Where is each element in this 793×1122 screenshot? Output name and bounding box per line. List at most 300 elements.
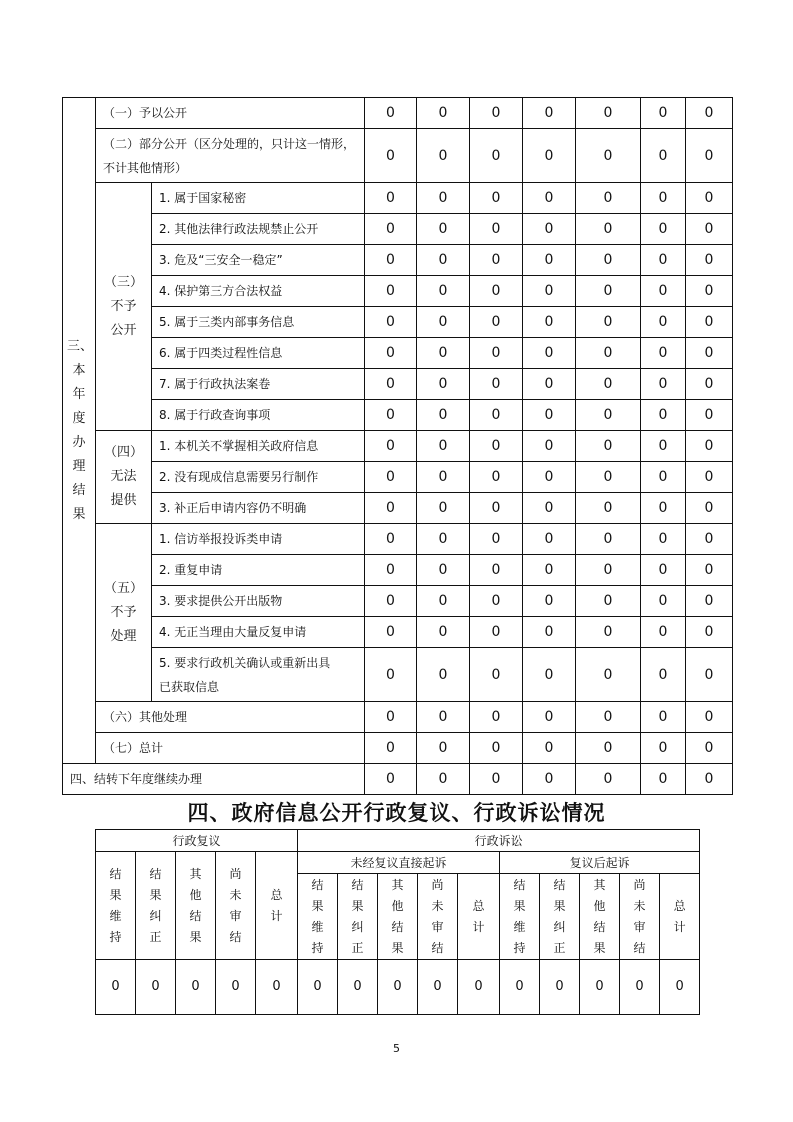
header-char: 尚 <box>633 877 646 892</box>
value-cell: 0 <box>417 524 470 555</box>
header-char: 审 <box>431 919 444 934</box>
table-row <box>63 183 733 214</box>
value-cell: 0 <box>417 98 470 129</box>
table-row <box>63 307 733 338</box>
row-label: （七）总计 <box>96 733 365 764</box>
value-cell: 0 <box>96 960 136 1015</box>
value-cell: 0 <box>470 431 523 462</box>
value-cell: 0 <box>417 733 470 764</box>
direct-suit-header: 未经复议直接起诉 <box>298 852 500 874</box>
value-cell: 0 <box>686 648 733 702</box>
table-row <box>63 493 733 524</box>
table-row <box>63 338 733 369</box>
value-cell: 0 <box>417 129 470 183</box>
value-cell: 0 <box>620 960 660 1015</box>
value-cell: 0 <box>523 214 576 245</box>
label-line: 度办 <box>72 410 86 450</box>
column-header <box>620 874 660 960</box>
value-cell: 0 <box>686 702 733 733</box>
value-cell: 0 <box>470 586 523 617</box>
litigation-header: 行政诉讼 <box>298 830 700 852</box>
header-char: 果 <box>391 940 404 955</box>
value-cell: 0 <box>576 129 641 183</box>
value-cell: 0 <box>523 524 576 555</box>
value-cell: 0 <box>470 338 523 369</box>
table-row <box>63 276 733 307</box>
value-cell: 0 <box>641 400 686 431</box>
value-cell: 0 <box>523 555 576 586</box>
value-cell: 0 <box>576 524 641 555</box>
row-label: 7. 属于行政执法案卷 <box>152 369 365 400</box>
row-label: 2. 没有现成信息需要另行制作 <box>152 462 365 493</box>
value-cell: 0 <box>256 960 298 1015</box>
after-review-header: 复议后起诉 <box>500 852 700 874</box>
column-header <box>458 874 500 960</box>
table-row <box>63 400 733 431</box>
column-header <box>298 874 338 960</box>
header-char: 审 <box>633 919 646 934</box>
row-label: 1. 属于国家秘密 <box>152 183 365 214</box>
value-cell: 0 <box>470 648 523 702</box>
value-cell: 0 <box>580 960 620 1015</box>
value-cell: 0 <box>417 245 470 276</box>
row-label: 2. 重复申请 <box>152 555 365 586</box>
value-cell: 0 <box>417 431 470 462</box>
header-char: 果 <box>351 898 364 913</box>
value-cell: 0 <box>641 214 686 245</box>
value-cell: 0 <box>686 338 733 369</box>
value-cell: 0 <box>641 586 686 617</box>
label-line: 不予 <box>110 604 137 620</box>
table-row <box>63 555 733 586</box>
value-cell: 0 <box>686 555 733 586</box>
value-cell: 0 <box>641 493 686 524</box>
page-number: 5 <box>393 1042 400 1055</box>
header-char: 总 <box>270 887 283 902</box>
value-cell: 0 <box>470 400 523 431</box>
label-line: 理结 <box>72 458 86 498</box>
column-header <box>338 874 378 960</box>
label-line: 无法 <box>110 469 137 484</box>
value-cell: 0 <box>523 431 576 462</box>
label-line: （二）部分公开（区分处理的，只计这一情形， <box>103 136 356 151</box>
header-char: 持 <box>513 940 526 955</box>
value-cell: 0 <box>641 98 686 129</box>
value-cell: 0 <box>523 702 576 733</box>
value-cell: 0 <box>523 129 576 183</box>
value-cell: 0 <box>417 369 470 400</box>
value-cell: 0 <box>523 462 576 493</box>
header-char: 纠 <box>149 908 162 923</box>
value-cell: 0 <box>641 307 686 338</box>
row-label: （六）其他处理 <box>96 702 365 733</box>
table-row <box>63 98 733 129</box>
value-cell: 0 <box>576 245 641 276</box>
group4-label <box>96 431 152 524</box>
label-line: 三、 <box>67 338 94 354</box>
label-line: （四） <box>103 445 143 460</box>
label-line: 处理 <box>110 628 137 644</box>
header-char: 结 <box>149 866 162 881</box>
value-cell: 0 <box>576 214 641 245</box>
header-char: 结 <box>311 877 324 892</box>
value-cell: 0 <box>686 307 733 338</box>
value-cell: 0 <box>576 462 641 493</box>
value-cell: 0 <box>470 524 523 555</box>
value-cell: 0 <box>176 960 216 1015</box>
value-cell: 0 <box>686 431 733 462</box>
value-cell: 0 <box>686 733 733 764</box>
value-cell: 0 <box>365 129 417 183</box>
value-cell: 0 <box>417 183 470 214</box>
value-cell: 0 <box>417 648 470 702</box>
table-row <box>63 524 733 555</box>
value-cell: 0 <box>365 764 417 795</box>
header-char: 尚 <box>229 866 242 881</box>
value-cell: 0 <box>470 369 523 400</box>
header-char: 未 <box>633 898 646 913</box>
row-label <box>96 129 365 183</box>
value-cell: 0 <box>365 307 417 338</box>
header-char: 总 <box>673 898 686 913</box>
value-cell: 0 <box>417 617 470 648</box>
value-cell: 0 <box>576 648 641 702</box>
carryover-label: 四、结转下年度继续办理 <box>63 764 365 795</box>
table-row <box>63 369 733 400</box>
header-char: 他 <box>189 887 202 902</box>
value-cell: 0 <box>365 617 417 648</box>
value-cell: 0 <box>641 764 686 795</box>
table-row <box>63 764 733 795</box>
header-char: 正 <box>553 940 566 955</box>
label-line: 果 <box>72 506 86 522</box>
table-row <box>63 431 733 462</box>
table-row <box>96 852 700 874</box>
label-line: 本年 <box>72 362 86 402</box>
value-cell: 0 <box>365 276 417 307</box>
section-heading: 四、政府信息公开行政复议、行政诉讼情况 <box>187 801 606 825</box>
value-cell: 0 <box>417 764 470 795</box>
value-cell: 0 <box>458 960 500 1015</box>
header-char: 未 <box>431 898 444 913</box>
value-cell: 0 <box>523 617 576 648</box>
value-cell: 0 <box>417 462 470 493</box>
value-cell: 0 <box>470 276 523 307</box>
value-cell: 0 <box>470 493 523 524</box>
value-cell: 0 <box>641 276 686 307</box>
value-cell: 0 <box>686 493 733 524</box>
row-label: 5. 属于三类内部事务信息 <box>152 307 365 338</box>
value-cell: 0 <box>365 338 417 369</box>
header-char: 其 <box>189 866 202 881</box>
value-cell: 0 <box>641 702 686 733</box>
row-label: 4. 无正当理由大量反复申请 <box>152 617 365 648</box>
column-header <box>580 874 620 960</box>
group3-label <box>96 183 152 431</box>
value-cell: 0 <box>641 648 686 702</box>
value-cell: 0 <box>686 183 733 214</box>
section3-label <box>63 98 96 764</box>
row-label: 2. 其他法律行政法规禁止公开 <box>152 214 365 245</box>
results-table <box>62 97 733 795</box>
header-char: 维 <box>311 919 324 934</box>
value-cell: 0 <box>365 431 417 462</box>
value-cell: 0 <box>641 431 686 462</box>
value-cell: 0 <box>378 960 418 1015</box>
value-cell: 0 <box>470 462 523 493</box>
value-cell: 0 <box>523 338 576 369</box>
value-cell: 0 <box>641 338 686 369</box>
row-label: 3. 危及“三安全一稳定” <box>152 245 365 276</box>
value-cell: 0 <box>523 183 576 214</box>
value-cell: 0 <box>365 555 417 586</box>
header-char: 计 <box>472 919 485 934</box>
value-cell: 0 <box>641 245 686 276</box>
value-cell: 0 <box>470 733 523 764</box>
value-cell: 0 <box>417 400 470 431</box>
value-cell: 0 <box>523 276 576 307</box>
table-row <box>96 830 700 852</box>
value-cell: 0 <box>576 431 641 462</box>
column-header <box>660 874 700 960</box>
column-header <box>136 852 176 960</box>
value-cell: 0 <box>523 245 576 276</box>
table-row <box>63 648 733 702</box>
value-cell: 0 <box>470 245 523 276</box>
row-label: 4. 保护第三方合法权益 <box>152 276 365 307</box>
header-char: 计 <box>270 908 283 923</box>
column-header <box>256 852 298 960</box>
value-cell: 0 <box>470 555 523 586</box>
header-char: 计 <box>673 919 686 934</box>
header-char: 他 <box>391 898 404 913</box>
table-row <box>63 129 733 183</box>
header-char: 果 <box>149 887 162 902</box>
value-cell: 0 <box>686 400 733 431</box>
value-cell: 0 <box>576 555 641 586</box>
value-cell: 0 <box>417 307 470 338</box>
value-cell: 0 <box>576 400 641 431</box>
value-cell: 0 <box>576 764 641 795</box>
header-char: 总 <box>472 898 485 913</box>
value-cell: 0 <box>365 214 417 245</box>
value-cell: 0 <box>576 493 641 524</box>
header-char: 其 <box>593 877 606 892</box>
value-cell: 0 <box>686 586 733 617</box>
table-row <box>63 245 733 276</box>
header-char: 持 <box>109 929 122 944</box>
header-char: 结 <box>553 877 566 892</box>
group5-label <box>96 524 152 702</box>
value-cell: 0 <box>417 586 470 617</box>
value-cell: 0 <box>417 276 470 307</box>
value-cell: 0 <box>686 617 733 648</box>
table-row <box>63 733 733 764</box>
header-char: 结 <box>431 940 444 955</box>
row-label <box>152 648 365 702</box>
table-row <box>63 462 733 493</box>
value-cell: 0 <box>523 98 576 129</box>
value-cell: 0 <box>576 183 641 214</box>
row-label: 8. 属于行政查询事项 <box>152 400 365 431</box>
table-row <box>63 586 733 617</box>
value-cell: 0 <box>365 524 417 555</box>
label-line: 已获取信息 <box>159 679 220 694</box>
header-char: 结 <box>109 866 122 881</box>
value-cell: 0 <box>417 214 470 245</box>
value-cell: 0 <box>641 555 686 586</box>
value-cell: 0 <box>523 586 576 617</box>
value-cell: 0 <box>417 493 470 524</box>
value-cell: 0 <box>641 129 686 183</box>
value-cell: 0 <box>576 617 641 648</box>
value-cell: 0 <box>365 648 417 702</box>
header-char: 纠 <box>351 919 364 934</box>
label-line: 5. 要求行政机关确认或重新出具 <box>159 655 331 670</box>
value-cell: 0 <box>365 245 417 276</box>
value-cell: 0 <box>540 960 580 1015</box>
value-cell: 0 <box>523 307 576 338</box>
header-char: 结 <box>229 929 242 944</box>
column-header <box>378 874 418 960</box>
value-cell: 0 <box>365 702 417 733</box>
value-cell: 0 <box>660 960 700 1015</box>
value-cell: 0 <box>576 733 641 764</box>
header-char: 果 <box>553 898 566 913</box>
label-line: （五） <box>103 580 143 596</box>
value-cell: 0 <box>417 702 470 733</box>
value-cell: 0 <box>523 493 576 524</box>
row-label: 3. 要求提供公开出版物 <box>152 586 365 617</box>
value-cell: 0 <box>365 183 417 214</box>
header-char: 果 <box>513 898 526 913</box>
label-line: 不计其他情形） <box>103 160 188 175</box>
header-char: 果 <box>593 940 606 955</box>
value-cell: 0 <box>576 307 641 338</box>
label-line: （三） <box>103 274 143 290</box>
value-cell: 0 <box>365 733 417 764</box>
value-cell: 0 <box>418 960 458 1015</box>
value-cell: 0 <box>470 764 523 795</box>
column-header <box>96 852 136 960</box>
header-char: 其 <box>391 877 404 892</box>
value-cell: 0 <box>470 183 523 214</box>
row-label: 1. 信访举报投诉类申请 <box>152 524 365 555</box>
value-cell: 0 <box>470 98 523 129</box>
value-cell: 0 <box>576 586 641 617</box>
table-row <box>63 617 733 648</box>
value-cell: 0 <box>365 400 417 431</box>
value-cell: 0 <box>641 462 686 493</box>
value-cell: 0 <box>470 307 523 338</box>
header-char: 结 <box>593 919 606 934</box>
row-label: 3. 补正后申请内容仍不明确 <box>152 493 365 524</box>
header-char: 他 <box>593 898 606 913</box>
value-cell: 0 <box>365 369 417 400</box>
value-cell: 0 <box>523 733 576 764</box>
header-char: 果 <box>311 898 324 913</box>
value-cell: 0 <box>641 617 686 648</box>
value-cell: 0 <box>686 214 733 245</box>
header-char: 纠 <box>553 919 566 934</box>
table-row <box>63 702 733 733</box>
value-cell: 0 <box>576 276 641 307</box>
table-row <box>63 214 733 245</box>
value-cell: 0 <box>686 98 733 129</box>
value-cell: 0 <box>136 960 176 1015</box>
column-header <box>418 874 458 960</box>
value-cell: 0 <box>641 183 686 214</box>
value-cell: 0 <box>686 369 733 400</box>
value-cell: 0 <box>365 493 417 524</box>
header-char: 审 <box>229 908 242 923</box>
row-label: （一）予以公开 <box>96 98 365 129</box>
value-cell: 0 <box>298 960 338 1015</box>
value-cell: 0 <box>500 960 540 1015</box>
value-cell: 0 <box>576 369 641 400</box>
value-cell: 0 <box>523 648 576 702</box>
header-char: 正 <box>149 929 162 944</box>
label-line: 不予 <box>110 298 137 314</box>
value-cell: 0 <box>576 338 641 369</box>
column-header <box>216 852 256 960</box>
value-cell: 0 <box>641 524 686 555</box>
value-cell: 0 <box>417 555 470 586</box>
value-cell: 0 <box>365 462 417 493</box>
column-header <box>176 852 216 960</box>
table-row <box>96 960 700 1015</box>
header-char: 结 <box>633 940 646 955</box>
header-char: 结 <box>513 877 526 892</box>
value-cell: 0 <box>417 338 470 369</box>
column-header <box>500 874 540 960</box>
value-cell: 0 <box>641 733 686 764</box>
header-char: 正 <box>351 940 364 955</box>
value-cell: 0 <box>686 764 733 795</box>
value-cell: 0 <box>686 245 733 276</box>
header-char: 结 <box>189 908 202 923</box>
value-cell: 0 <box>523 400 576 431</box>
value-cell: 0 <box>470 129 523 183</box>
header-char: 未 <box>229 887 242 902</box>
header-char: 结 <box>391 919 404 934</box>
header-char: 持 <box>311 940 324 955</box>
row-label: 1. 本机关不掌握相关政府信息 <box>152 431 365 462</box>
value-cell: 0 <box>470 617 523 648</box>
value-cell: 0 <box>641 369 686 400</box>
header-char: 维 <box>513 919 526 934</box>
value-cell: 0 <box>470 702 523 733</box>
header-char: 果 <box>189 929 202 944</box>
review-litigation-table <box>95 829 700 1015</box>
value-cell: 0 <box>365 586 417 617</box>
row-label: 6. 属于四类过程性信息 <box>152 338 365 369</box>
review-header: 行政复议 <box>96 830 298 852</box>
value-cell: 0 <box>523 764 576 795</box>
label-line: 公开 <box>110 322 137 338</box>
header-char: 尚 <box>431 877 444 892</box>
header-char: 维 <box>109 908 122 923</box>
value-cell: 0 <box>523 369 576 400</box>
value-cell: 0 <box>365 98 417 129</box>
column-header <box>540 874 580 960</box>
value-cell: 0 <box>338 960 378 1015</box>
header-char: 结 <box>351 877 364 892</box>
value-cell: 0 <box>470 214 523 245</box>
header-char: 果 <box>109 887 122 902</box>
value-cell: 0 <box>576 702 641 733</box>
value-cell: 0 <box>216 960 256 1015</box>
